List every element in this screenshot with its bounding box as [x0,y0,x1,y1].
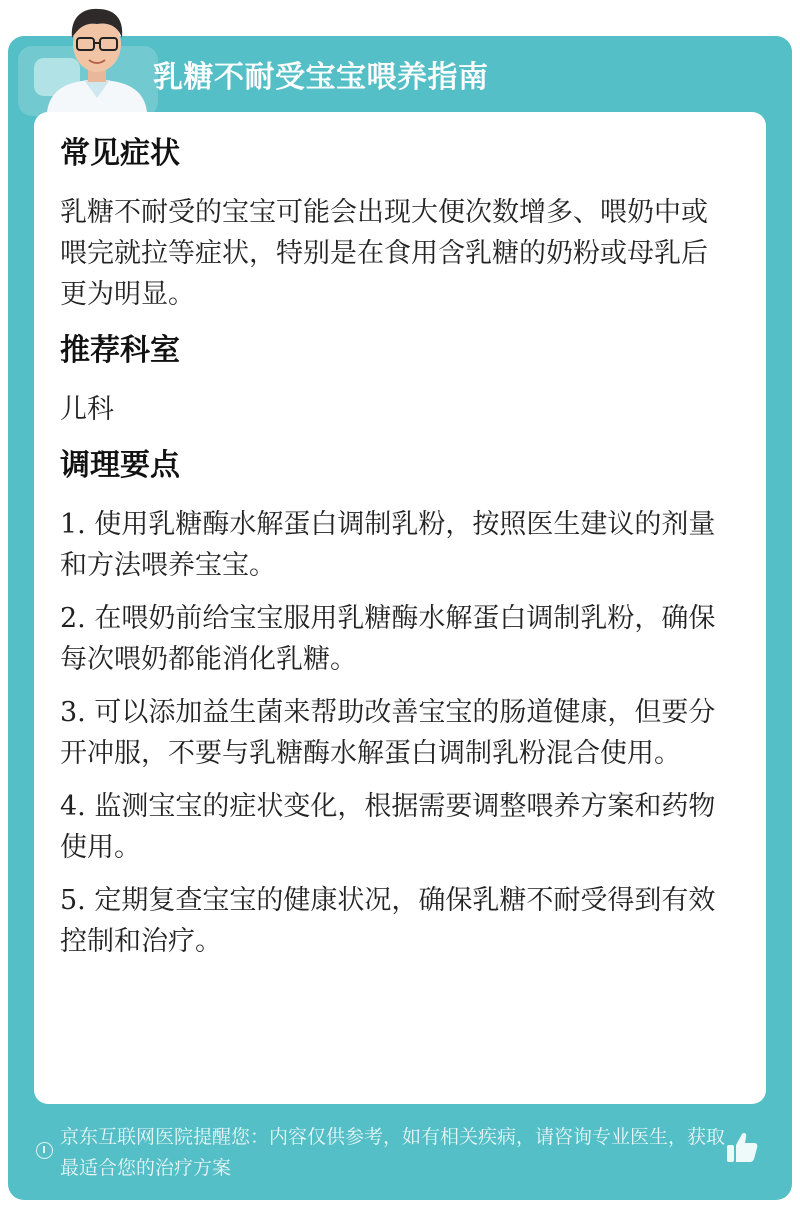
department-heading: 推荐科室 [60,333,180,368]
info-icon [36,1142,53,1159]
care-item-text: 定期复查宝宝的健康状况，确保乳糖不耐受得到有效控制和治疗。 [60,885,716,957]
footer-disclaimer: 京东互联网医院提醒您：内容仅供参考，如有相关疾病，请咨询专业医生，获取最适合您的治疗方案 [60,1126,726,1179]
guide-panel [8,36,792,1200]
symptoms-heading: 常见症状 [60,136,180,171]
care-item-number: 2. [60,603,86,634]
doctor-avatar [42,0,152,112]
care-item-text: 在喂奶前给宝宝服用乳糖酶水解蛋白调制乳粉，确保每次喂奶都能消化乳糖。 [60,603,716,675]
care-item [60,504,730,586]
care-item-text: 使用乳糖酶水解蛋白调制乳粉，按照医生建议的剂量和方法喂养宝宝。 [60,509,716,581]
care-item-text: 可以添加益生菌来帮助改善宝宝的肠道健康，但要分开冲服，不要与乳糖酶水解蛋白调制乳粉混合使用。 [60,697,716,769]
thumbs-up-icon[interactable] [724,1130,760,1166]
content-card [34,112,766,1104]
care-item [60,786,730,868]
care-item [60,880,730,962]
care-list [60,504,730,962]
care-item-number: 4. [60,791,86,822]
care-item-number: 5. [60,885,86,916]
care-item [60,692,730,774]
symptoms-text: 乳糖不耐受的宝宝可能会出现大便次数增多、喂奶中或喂完就拉等症状，特别是在食用含乳糖的奶粉或母乳后更为明显。 [60,197,708,310]
care-heading: 调理要点 [60,448,180,483]
care-item [60,598,730,680]
care-item-number: 1. [60,509,86,540]
care-item-number: 3. [60,697,86,728]
page-title: 乳糖不耐受宝宝喂养指南 [153,60,489,95]
department-text: 儿科 [60,394,114,425]
care-item-text: 监测宝宝的症状变化，根据需要调整喂养方案和药物使用。 [60,791,716,863]
